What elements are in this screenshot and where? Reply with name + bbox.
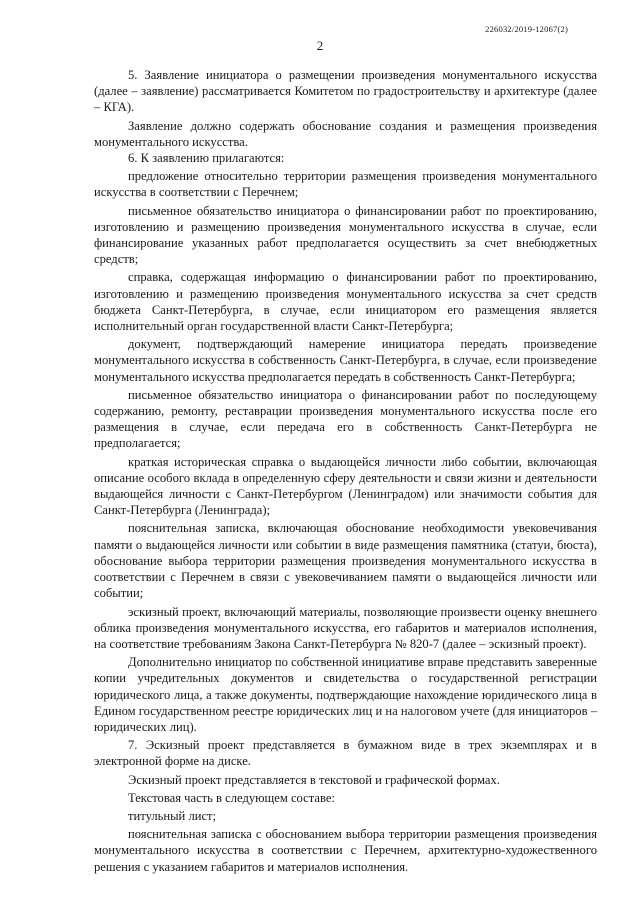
list-item: письменное обязательство инициатора о финансировании работ по последующему содержанию, ремонту, реставрации произведения монументального искусства после его размещения в случае, если передача его в собственность Санкт-Петербурга не предполагается;	[94, 387, 597, 451]
list-item: документ, подтверждающий намерение инициатора передать произведение монументального искусства в собственность Санкт-Петербурга, в случае, если произведение монументального искусства предполагается передать в собственность Санкт-Петербурга;	[94, 337, 597, 384]
list-item: титульный лист;	[128, 808, 217, 823]
page-number: 2	[316, 38, 324, 53]
paragraph: Дополнительно инициатор по собственной инициативе вправе представить заверенные копии учредительных документов и свидетельства о государственной регистрации юридического лица, а также документы, подтверждающие нахождение юридического лица в Едином государственном реестре юридических лиц и на налоговом учете (для инициаторов – юридических лиц).	[94, 655, 597, 734]
list-item: справка, содержащая информацию о финансировании работ по проектированию, изготовлению и размещению произведения монументального искусства за счет средств бюджета Санкт-Петербурга, в случае, если инициатором его размещения является исполнительный орган государственной власти Санкт-Петербурга;	[94, 270, 597, 334]
paragraph: Эскизный проект представляется в текстовой и графической формах.	[128, 772, 500, 787]
list-item: краткая историческая справка о выдающейся личности либо событии, включающая описание особого вклада в определенную сферу деятельности и связи жизни и деятельности выдающейся личности с Санкт-Петербургом (Ленинградом) или значимости события для Санкт-Петербурга (Ленинграда);	[94, 454, 597, 518]
list-item: пояснительная записка с обоснованием выбора территории размещения произведения монументального искусства в соответствии с Перечнем, архитектурно-художественного решения с указанием габаритов и материалов исполнения.	[94, 827, 597, 874]
document-body	[94, 67, 597, 875]
paragraph: 5. Заявление инициатора о размещении произведения монументального искусства (далее – заявление) рассматривается Комитетом по градостроительству и архитектуре (далее – КГА).	[94, 68, 597, 115]
paragraph: Текстовая часть в следующем составе:	[128, 790, 335, 805]
list-item: письменное обязательство инициатора о финансировании работ по проектированию, изготовлению и размещению произведения монументального искусства в случае, если финансирование указанных работ предполагается осуществить за счет внебюджетных средств;	[94, 203, 597, 267]
paragraph: 7. Эскизный проект представляется в бумажном виде в трех экземплярах и в электронной форме на диске.	[94, 738, 597, 769]
paragraph: Заявление должно содержать обоснование создания и размещения произведения монументального искусства.	[94, 118, 597, 149]
list-item: пояснительная записка, включающая обоснование необходимости увековечивания памяти о выдающейся личности или событии в виде размещения памятника (статуи, бюста), обоснование выбора территории размещения произведения монументального искусства в соответствии с Перечнем в связи с увековечиванием памяти о выдающейся личности или событии;	[94, 521, 597, 601]
list-item: предложение относительно территории размещения произведения монументального искусства в соответствии с Перечнем;	[94, 169, 597, 200]
paragraph: 6. К заявлению прилагаются:	[128, 151, 285, 166]
document-id: 226032/2019-12067(2)	[485, 24, 568, 34]
list-item: эскизный проект, включающий материалы, позволяющие произвести оценку внешнего облика произведения монументального искусства, его габаритов и материалов исполнения, на соответствие требованиям Закона Санкт-Петербурга № 820-7 (далее – эскизный проект).	[94, 604, 597, 651]
